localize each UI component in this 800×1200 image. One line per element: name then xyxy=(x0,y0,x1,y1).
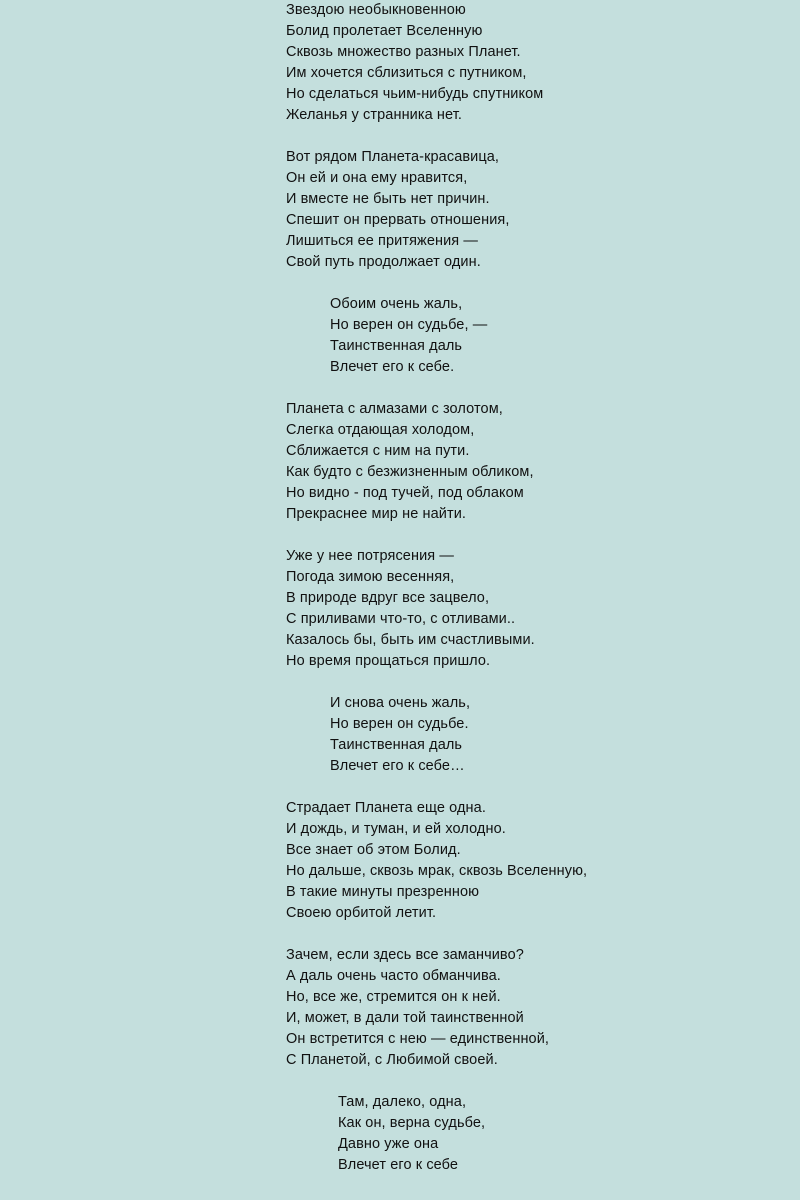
stanza-2 xyxy=(286,147,786,273)
poem-line: Страдает Планета еще одна. xyxy=(286,800,486,816)
poem-line: Им хочется сблизиться с путником, xyxy=(286,65,527,81)
poem-line: Но, все же, стремится он к ней. xyxy=(286,989,501,1005)
poem-line: Но верен он судьбе. xyxy=(330,716,469,732)
stanza-5 xyxy=(286,798,786,924)
poem-line: И вместе не быть нет причин. xyxy=(286,191,490,207)
poem-line: Свой путь продолжает один. xyxy=(286,254,481,270)
poem-line: Слегка отдающая холодом, xyxy=(286,422,475,438)
poem-line: С приливами что-то, с отливами.. xyxy=(286,611,516,627)
poem-line: Сквозь множество разных Планет. xyxy=(286,44,521,60)
poem-text xyxy=(286,0,786,1197)
poem-line: Он ей и она ему нравится, xyxy=(286,170,468,186)
poem-line: Все знает об этом Болид. xyxy=(286,842,461,858)
poem-line: Казалось бы, быть им счастливыми. xyxy=(286,632,535,648)
poem-line: А даль очень часто обманчива. xyxy=(286,968,501,984)
poem-line: Своею орбитой летит. xyxy=(286,905,437,921)
poem-line: Но видно - под тучей, под облаком xyxy=(286,485,524,501)
poem-line: Влечет его к себе. xyxy=(330,359,455,375)
poem-line: Давно уже она xyxy=(338,1136,439,1152)
refrain-3 xyxy=(286,1092,786,1176)
poem-line: Лишиться ее притяжения — xyxy=(286,233,478,249)
poem-line: Сближается с ним на пути. xyxy=(286,443,470,459)
poem-line: Там, далеко, одна, xyxy=(338,1094,467,1110)
stanza-4 xyxy=(286,546,786,672)
poem-line: Уже у нее потрясения — xyxy=(286,548,454,564)
poem-line: Зачем, если здесь все заманчиво? xyxy=(286,947,524,963)
poem-line: Но сделаться чьим-нибудь спутником xyxy=(286,86,544,102)
poem-line: Обоим очень жаль, xyxy=(330,296,463,312)
poem-line: Влечет его к себе xyxy=(338,1157,459,1173)
poem-line: Спешит он прервать отношения, xyxy=(286,212,510,228)
poem-line: Но время прощаться пришло. xyxy=(286,653,491,669)
poem-line: Он встретится с нею — единственной, xyxy=(286,1031,550,1047)
poem-line: И, может, в дали той таинственной xyxy=(286,1010,524,1026)
poem-line: Но дальше, сквозь мрак, сквозь Вселенную, xyxy=(286,863,588,879)
poem-line: В природе вдруг все зацвело, xyxy=(286,590,490,606)
poem-line: Вот рядом Планета-красавица, xyxy=(286,149,500,165)
poem-line: И снова очень жаль, xyxy=(330,695,471,711)
poem-line: Таинственная даль xyxy=(330,737,463,753)
poem-line: В такие минуты презренною xyxy=(286,884,480,900)
poem-line: Погода зимою весенняя, xyxy=(286,569,455,585)
stanza-1 xyxy=(286,0,786,126)
poem-line: Звездою необыкновенною xyxy=(286,2,466,18)
poem-line: Прекраснее мир не найти. xyxy=(286,506,467,522)
refrain-1 xyxy=(286,294,786,378)
stanza-3 xyxy=(286,399,786,525)
poem-line: Планета с алмазами с золотом, xyxy=(286,401,503,417)
poem-line: Как он, верна судьбе, xyxy=(338,1115,486,1131)
poem-line: Но верен он судьбе, — xyxy=(330,317,488,333)
stanza-6 xyxy=(286,945,786,1071)
poem-line: И дождь, и туман, и ей холодно. xyxy=(286,821,506,837)
poem-line: Желанья у странника нет. xyxy=(286,107,462,123)
poem-line: С Планетой, с Любимой своей. xyxy=(286,1052,498,1068)
poem-line: Влечет его к себе… xyxy=(330,758,465,774)
poem-line: Таинственная даль xyxy=(330,338,463,354)
refrain-2 xyxy=(286,693,786,777)
poem-line: Как будто с безжизненным обликом, xyxy=(286,464,534,480)
poem-line: Болид пролетает Вселенную xyxy=(286,23,483,39)
